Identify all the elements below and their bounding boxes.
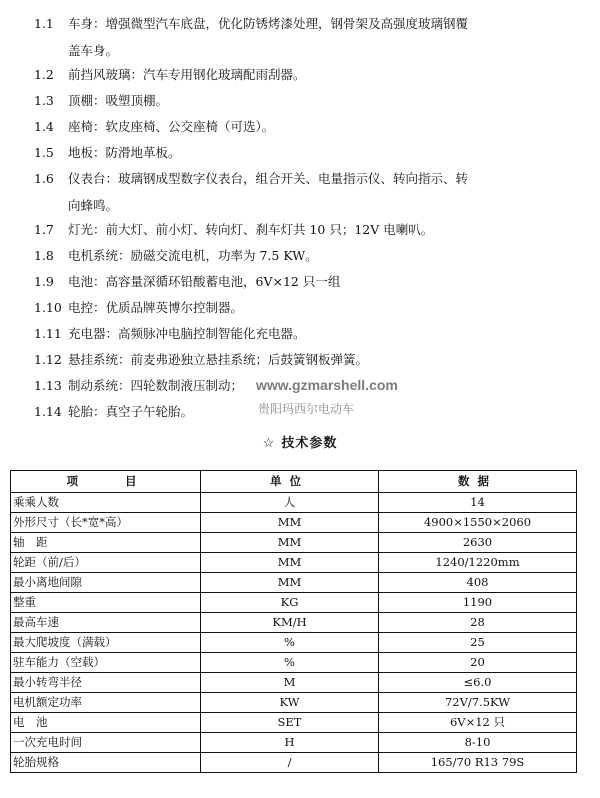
row-unit: KW <box>201 693 379 713</box>
row-unit: % <box>201 653 379 673</box>
row-value: 408 <box>379 573 577 593</box>
row-value: 8-10 <box>379 733 577 753</box>
spec-item <box>34 165 574 219</box>
spec-text: 制动系统：四轮数制液压制动； <box>68 378 244 393</box>
row-unit: KG <box>201 593 379 613</box>
spec-text: 电控：优质品牌英博尔控制器。 <box>68 300 244 315</box>
table-row <box>11 553 577 573</box>
row-value: 1190 <box>379 593 577 613</box>
table-row <box>11 693 577 713</box>
spec-number: 1.13 <box>34 378 62 393</box>
row-item: 电 池 <box>11 713 201 733</box>
row-item: 轮胎规格 <box>11 753 201 773</box>
row-unit: MM <box>201 533 379 553</box>
table-row <box>11 513 577 533</box>
row-unit: MM <box>201 573 379 593</box>
row-unit: / <box>201 753 379 773</box>
spec-item <box>34 268 574 295</box>
spec-number: 1.6 <box>34 171 54 186</box>
row-value: 2630 <box>379 533 577 553</box>
row-item: 一次充电时间 <box>11 733 201 753</box>
table-row <box>11 593 577 613</box>
table-row <box>11 653 577 673</box>
row-unit: % <box>201 633 379 653</box>
spec-text: 仪表台：玻璃钢成型数字仪表台，组合开关、电量指示仪、转向指示、转 <box>68 171 469 186</box>
row-unit: MM <box>201 513 379 533</box>
spec-number: 1.8 <box>34 248 54 263</box>
table-row <box>11 713 577 733</box>
row-item: 最大爬坡度（满载） <box>11 633 201 653</box>
row-unit: SET <box>201 713 379 733</box>
spec-text: 顶棚：吸塑顶棚。 <box>68 93 169 108</box>
table-row <box>11 613 577 633</box>
spec-number: 1.7 <box>34 222 54 237</box>
column-header-item: 项 目 <box>11 471 201 493</box>
spec-item <box>34 139 574 166</box>
spec-number: 1.4 <box>34 119 54 134</box>
row-item: 最高车速 <box>11 613 201 633</box>
row-value: 1240/1220mm <box>379 553 577 573</box>
spec-text: 电机系统：励磁交流电机，功率为 7.5 KW。 <box>68 248 318 263</box>
row-unit: 人 <box>201 493 379 513</box>
spec-number: 1.1 <box>34 16 54 31</box>
spec-item <box>34 294 574 321</box>
row-item: 乘乘人数 <box>11 493 201 513</box>
table-row <box>11 493 577 513</box>
row-unit: MM <box>201 553 379 573</box>
spec-text: 充电器：高频脉冲电脑控制智能化充电器。 <box>68 326 306 341</box>
spec-text: 灯光：前大灯、前小灯、转向灯、刹车灯共 10 只；12V 电喇叭。 <box>68 222 434 237</box>
row-value: 25 <box>379 633 577 653</box>
spec-number: 1.2 <box>34 67 54 82</box>
spec-text: 电池：高容量深循环铅酸蓄电池，6V×12 只一组 <box>68 274 341 289</box>
row-item: 轮距（前/后） <box>11 553 201 573</box>
spec-text: 车身：增强微型汽车底盘，优化防锈烤漆处理，钢骨架及高强度玻璃钢覆 <box>68 16 469 31</box>
spec-item <box>34 346 574 373</box>
spec-item <box>34 242 574 269</box>
row-value: 6V×12 只 <box>379 713 577 733</box>
table-row <box>11 673 577 693</box>
spec-number: 1.3 <box>34 93 54 108</box>
row-value: 20 <box>379 653 577 673</box>
column-header-unit: 单位 <box>201 471 379 493</box>
spec-text-continued: 盖车身。 <box>68 43 119 58</box>
table-row <box>11 733 577 753</box>
table-header-row <box>11 471 577 493</box>
row-value: 165/70 R13 79S <box>379 753 577 773</box>
spec-text-continued: 向蜂鸣。 <box>68 198 119 213</box>
spec-text: 轮胎：真空子午轮胎。 <box>68 404 194 419</box>
column-header-value: 数据 <box>379 471 577 493</box>
spec-item <box>34 61 574 88</box>
table-row <box>11 633 577 653</box>
watermark-company-name: 贵阳玛西尔电动车 <box>258 402 355 416</box>
row-item: 整重 <box>11 593 201 613</box>
watermark-url: www.gzmarshell.com <box>256 377 398 393</box>
spec-text: 悬挂系统：前麦弗逊独立悬挂系统；后鼓簧钢板弹簧。 <box>68 352 369 367</box>
spec-number: 1.9 <box>34 274 54 289</box>
spec-text: 座椅：软皮座椅、公交座椅（可选）。 <box>68 119 275 134</box>
spec-number: 1.5 <box>34 145 54 160</box>
row-item: 外形尺寸（长*宽*高） <box>11 513 201 533</box>
star-icon: ☆ <box>262 436 276 451</box>
spec-number: 1.11 <box>34 326 62 341</box>
table-row <box>11 753 577 773</box>
spec-item <box>34 113 574 140</box>
table-row <box>11 533 577 553</box>
row-value: 72V/7.5KW <box>379 693 577 713</box>
row-item: 电机额定功率 <box>11 693 201 713</box>
table-row <box>11 573 577 593</box>
row-value: 4900×1550×2060 <box>379 513 577 533</box>
row-unit: M <box>201 673 379 693</box>
section-title-text: 技术参数 <box>281 436 338 451</box>
spec-number: 1.12 <box>34 352 62 367</box>
row-unit: H <box>201 733 379 753</box>
spec-number: 1.14 <box>34 404 62 419</box>
spec-text: 前挡风玻璃：汽车专用钢化玻璃配雨刮器。 <box>68 67 306 82</box>
row-item: 轴 距 <box>11 533 201 553</box>
row-value: 14 <box>379 493 577 513</box>
section-title <box>0 432 600 451</box>
spec-item <box>34 216 574 243</box>
spec-number: 1.10 <box>34 300 62 315</box>
row-item: 驻车能力（空载） <box>11 653 201 673</box>
row-value: ≤6.0 <box>379 673 577 693</box>
row-item: 最小离地间隙 <box>11 573 201 593</box>
row-unit: KM/H <box>201 613 379 633</box>
spec-table <box>10 470 577 773</box>
spec-item <box>34 10 574 64</box>
spec-item <box>34 87 574 114</box>
spec-item <box>34 320 574 347</box>
row-value: 28 <box>379 613 577 633</box>
spec-text: 地板：防滑地革板。 <box>68 145 181 160</box>
row-item: 最小转弯半径 <box>11 673 201 693</box>
